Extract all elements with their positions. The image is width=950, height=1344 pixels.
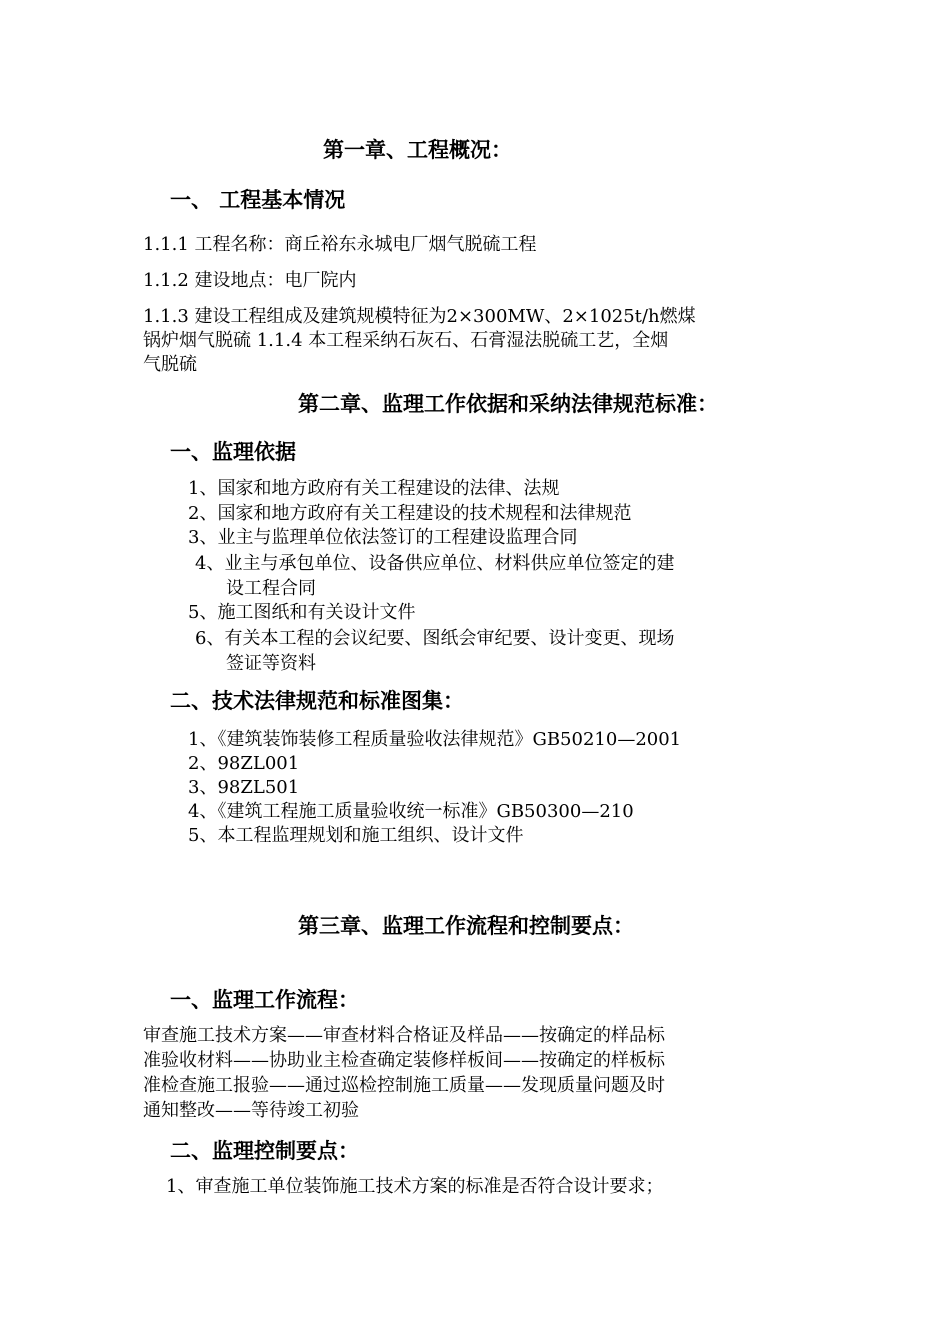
basis-item-4: 4、业主与承包单位、设备供应单位、材料供应单位签定的建 [195,553,675,574]
basis-item-5: 5、施工图纸和有关设计文件 [188,602,416,623]
chapter-1-title: 第一章、工程概况： [323,138,512,162]
basis-item-1: 1、国家和地方政府有关工程建设的法律、法规 [188,478,560,499]
basis-item-2: 2、国家和地方政府有关工程建设的技术规程和法律规范 [188,503,632,524]
standard-item-4: 4、《建筑工程施工质量验收统一标准》GB50300—210 [188,801,634,822]
flow-line-4: 通知整改——等待竣工初验 [143,1100,359,1121]
item-1-1-2: 1.1.2 建设地点：电厂院内 [143,270,357,291]
basis-item-6-cont: 签证等资料 [226,653,316,674]
basis-item-6: 6、有关本工程的会议纪要、图纸会审纪要、设计变更、现场 [195,628,675,649]
flow-line-1: 审查施工技术方案——审查材料合格证及样品——按确定的样品标 [143,1025,665,1046]
basis-item-4-cont: 设工程合同 [226,578,316,599]
chapter-3-section-1-title: 一、监理工作流程： [170,988,359,1012]
flow-line-3: 准检查施工报验——通过巡检控制施工质量——发现质量问题及时 [143,1075,665,1096]
item-1-1-3-line-2: 锅炉烟气脱硫 1.1.4 本工程采纳石灰石、石膏湿法脱硫工艺，全烟 [143,330,669,351]
chapter-2-title: 第二章、监理工作依据和采纳法律规范标准： [298,392,718,416]
chapter-3-title: 第三章、监理工作流程和控制要点： [298,914,634,938]
item-1-1-3-line-1: 1.1.3 建设工程组成及建筑规模特征为2×300MW、2×1025t/h燃煤 [143,306,696,327]
chapter-1-section-1-title: 一、 工程基本情况 [170,188,346,212]
standard-item-5: 5、本工程监理规划和施工组织、设计文件 [188,825,524,846]
flow-line-2: 准验收材料——协助业主检查确定装修样板间——按确定的样板标 [143,1050,665,1071]
basis-item-3: 3、业主与监理单位依法签订的工程建设监理合同 [188,527,578,548]
item-1-1-3-line-3: 气脱硫 [143,354,197,375]
control-item-1: 1、审查施工单位装饰施工技术方案的标准是否符合设计要求； [166,1176,664,1197]
chapter-3-section-2-title: 二、监理控制要点： [170,1139,359,1163]
standard-item-1: 1、《建筑装饰装修工程质量验收法律规范》GB50210—2001 [188,729,682,750]
chapter-2-section-1-title: 一、监理依据 [170,440,296,464]
chapter-2-section-2-title: 二、技术法律规范和标准图集： [170,689,464,713]
standard-item-2: 2、98ZL001 [188,753,300,774]
standard-item-3: 3、98ZL501 [188,777,300,798]
item-1-1-1: 1.1.1 工程名称：商丘裕东永城电厂烟气脱硫工程 [143,234,537,255]
